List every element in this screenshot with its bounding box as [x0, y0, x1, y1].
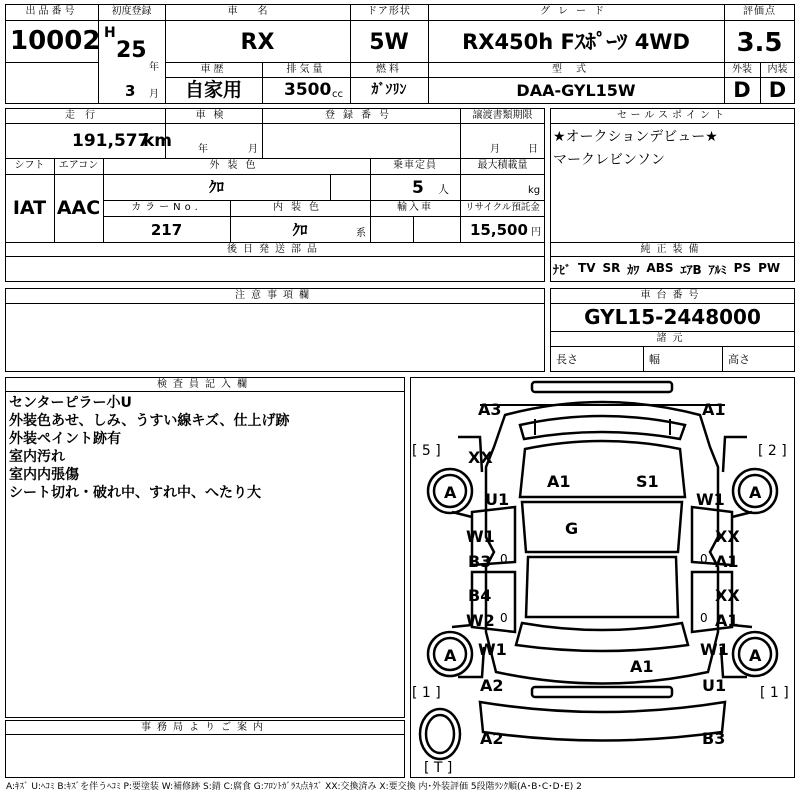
equip-list	[553, 261, 793, 278]
inspector-note: 室内内張傷	[9, 467, 79, 483]
chassis-number: GYL15-2448000	[584, 305, 761, 329]
inspection-label: 車検	[195, 110, 232, 121]
zero-mark: 0	[700, 611, 708, 625]
equip-pw: PW	[758, 261, 781, 275]
score: 3.5	[736, 28, 783, 58]
ac-label: エアコン	[58, 160, 99, 171]
capacity-label: 乗車定員	[393, 160, 437, 171]
bracket-t: [ T ]	[424, 760, 453, 776]
mark-a1-trunk: A1	[630, 657, 654, 676]
inspector-note: シート切れ・破れ中、すれ中、へたり大	[9, 485, 261, 501]
recycle: 15,500	[470, 221, 528, 239]
inspector-note: 外装色あせ、しみ、うすい線キズ、仕上げ跡	[9, 413, 290, 429]
mark-u1-rrear: U1	[702, 676, 727, 695]
mark-u1-left: U1	[485, 490, 510, 509]
car-diagram	[410, 377, 795, 778]
equip-label: 純正装備	[640, 244, 705, 255]
load-label: 最大積載量	[477, 160, 528, 171]
tire-fl-mark: A	[444, 483, 457, 502]
mark-w1-right: W1	[696, 490, 725, 509]
color-no: 217	[150, 221, 183, 239]
capacity: 5	[412, 178, 424, 198]
door-label: ドア形状	[367, 6, 411, 17]
inspector-label: 検査員記入欄	[157, 379, 253, 390]
fuel: ｶﾞｿﾘﾝ	[371, 82, 407, 98]
zero-mark: 0	[700, 552, 708, 566]
model: DAA-GYL15W	[516, 81, 636, 100]
legend: A:ｷｽﾞ U:ﾍｺﾐ B:ｷｽﾞを伴うﾍｺﾐ P:要塗装 W:補修跡 S:錆 C:腐食 G:ﾌﾛﾝﾄｶﾞﾗｽ点ｷｽﾞ XX:交換済み X:要交換 内･外装評価 5段階ﾗﾝｸ順(A･B･C･D･E) 2	[6, 782, 582, 792]
displacement-unit: cc	[332, 89, 343, 100]
mileage: 191,577	[72, 131, 150, 151]
dims-width: 幅	[649, 353, 660, 366]
mark-a2-bottom-left: A2	[480, 729, 504, 748]
zero-mark: 0	[500, 552, 508, 566]
inspector-notes	[9, 394, 290, 502]
zero-mark: 0	[500, 611, 508, 625]
tire-rr-mark: A	[749, 646, 762, 665]
equip-tv: TV	[578, 261, 596, 275]
mark-w1-lrear: W1	[478, 640, 507, 659]
equip-sr: SR	[602, 261, 621, 275]
mark-xx-rdoor-f: XX	[715, 527, 740, 546]
lot-no-label: 出品番号	[25, 6, 78, 17]
chassis-label: 車台番号	[640, 290, 705, 301]
displacement: 3500	[284, 80, 332, 100]
import-label: 輸入車	[397, 202, 433, 213]
year-unit: 年	[149, 62, 159, 73]
fuel-label: 燃料	[376, 64, 402, 75]
mark-g-glass: G	[565, 519, 579, 538]
reg-month: 3	[125, 82, 136, 100]
transfer-month-unit: 月	[490, 144, 500, 155]
transfer-day-unit: 日	[528, 144, 538, 155]
interior: D	[768, 78, 787, 102]
bracket-1-left: [ 1 ]	[412, 685, 441, 701]
dims-length: 長さ	[556, 353, 578, 366]
mark-b3-bottom-right: B3	[702, 729, 726, 748]
tire-rl-mark: A	[444, 646, 457, 665]
reg-year: 25	[116, 38, 147, 63]
equip-navi: ﾅﾋﾞ	[553, 263, 572, 277]
era: H	[104, 25, 116, 41]
bracket-5: [ 5 ]	[412, 443, 441, 459]
mark-a1-top-right: A1	[702, 400, 726, 419]
equip-leather: ｶﾜ	[627, 263, 640, 277]
inspector-note: 室内汚れ	[9, 449, 65, 465]
inspection-year-unit: 年	[198, 144, 208, 155]
sales-line-2: マークレビンソン	[553, 152, 665, 168]
inspector-note: 外装ペイント跡有	[9, 431, 121, 447]
model-label: 型式	[552, 64, 600, 75]
bracket-1-right: [ 1 ]	[760, 685, 789, 701]
mark-s1-roof: S1	[636, 472, 659, 491]
int-color-label: 内装色	[273, 202, 327, 213]
mark-xx-rdoor-r: XX	[715, 586, 740, 605]
equip-abs: ABS	[646, 261, 674, 275]
car-name: RX	[240, 30, 275, 55]
interior-label: 内装	[767, 64, 788, 75]
recycle-unit: 円	[531, 227, 541, 238]
int-color: ｸﾛ	[292, 221, 308, 239]
mileage-label: 走行	[65, 110, 105, 121]
inspection-month-unit: 月	[248, 144, 258, 155]
dims-height: 高さ	[728, 353, 750, 366]
history-label: 車歴	[200, 64, 227, 75]
load-unit: kg	[528, 185, 541, 196]
int-color-unit: 系	[356, 228, 366, 239]
grade: RX450h Fｽﾎﾟｰﾂ 4WD	[462, 30, 690, 54]
exterior-label: 外装	[732, 64, 752, 75]
bracket-2: [ 2 ]	[758, 443, 787, 459]
ext-color: ｸﾛ	[208, 178, 224, 196]
mark-w2-ldoor-r: W2	[466, 611, 495, 630]
grade-label: グレード	[540, 6, 612, 17]
mark-w1-rrear: W1	[700, 640, 729, 659]
mark-a3-top-left: A3	[478, 400, 502, 419]
capacity-unit: 人	[438, 183, 449, 196]
history: 自家用	[184, 79, 242, 101]
regno-label: 登録番号	[325, 110, 397, 121]
notes-label: 注意事項欄	[235, 290, 315, 301]
displacement-label: 排気量	[286, 64, 326, 75]
recycle-label: リサイクル預託金	[465, 202, 540, 213]
inspector-note: センターピラー小U	[9, 395, 132, 411]
ext-color-label: 外装色	[209, 160, 264, 171]
car-name-label: 車名	[227, 6, 288, 17]
equip-alloy: ｱﾙﾐ	[708, 263, 727, 277]
equip-airbag: ｴｱB	[680, 263, 702, 277]
mark-b3-ldoor-f: B3	[468, 552, 492, 571]
later-parts-label: 後日発送部品	[227, 244, 323, 255]
color-no-label: カラーNo.	[131, 202, 202, 213]
mark-xx-left: XX	[468, 448, 493, 467]
tire-fr-mark: A	[749, 483, 762, 502]
lot-no: 10002	[10, 26, 101, 56]
shift-label: シフト	[14, 160, 45, 171]
exterior: D	[733, 78, 751, 102]
month-unit: 月	[149, 89, 159, 100]
transfer-label: 譲渡書類期限	[472, 110, 533, 121]
mark-b4-ldoor-r: B4	[468, 586, 492, 605]
mark-a1-rdoor-f: A1	[715, 552, 739, 571]
shift: IAT	[12, 197, 47, 219]
score-label: 評価点	[743, 6, 776, 17]
dims-label: 諸元	[656, 333, 689, 344]
first-reg-label: 初度登録	[111, 6, 152, 17]
sales-line-1: ★オークションデビュー★	[553, 129, 718, 145]
sales-label: セールスポイント	[616, 110, 729, 121]
mark-a2-lrear: A2	[480, 676, 504, 695]
mileage-unit: km	[143, 131, 173, 151]
ac: AAC	[56, 197, 101, 219]
equip-ps: PS	[733, 261, 752, 275]
mark-a1-roof: A1	[547, 472, 571, 491]
office-label: 事務局よりご案内	[141, 722, 269, 733]
door: 5W	[369, 30, 409, 55]
mark-a1-rdoor-r: A1	[715, 611, 739, 630]
mark-w1-ldoor-f: W1	[466, 527, 495, 546]
